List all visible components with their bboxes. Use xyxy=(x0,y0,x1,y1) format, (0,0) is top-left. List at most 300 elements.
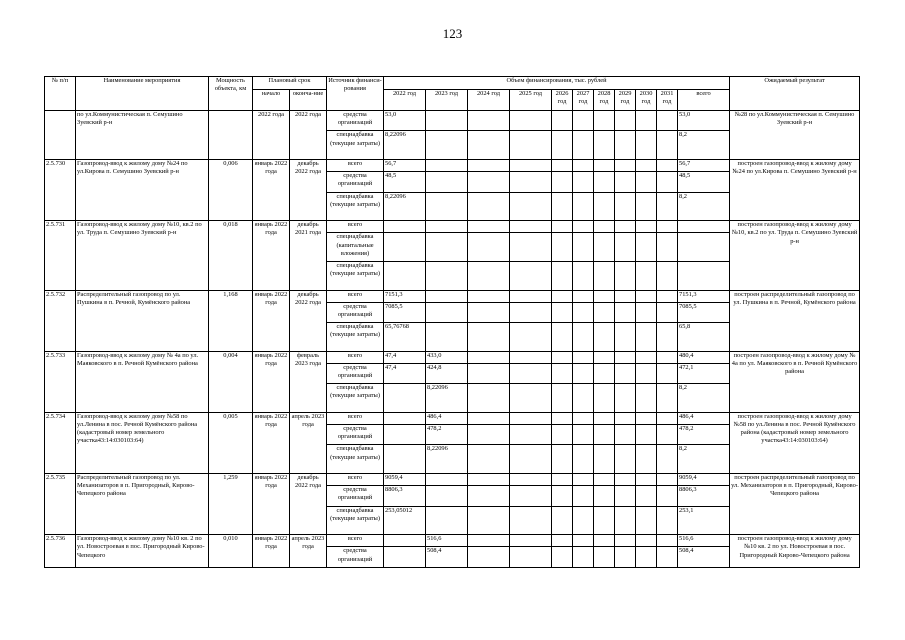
amount-2023: 424,8 xyxy=(426,363,468,383)
amount-empty xyxy=(594,384,615,413)
table-row xyxy=(45,221,860,233)
amount-empty xyxy=(573,233,594,262)
amount-empty xyxy=(573,412,594,424)
amount-empty xyxy=(594,506,615,535)
item-name: Распределительный газопровод по ул. Механизаторов в п. Пригородный, Кирово-Чепецкого района xyxy=(76,474,209,535)
amount-empty xyxy=(594,425,615,445)
amount-total: 48,5 xyxy=(678,172,730,192)
amount-total: 508,4 xyxy=(678,547,730,567)
amount-empty xyxy=(552,290,573,302)
amount-empty xyxy=(636,506,657,535)
amount-empty xyxy=(594,474,615,486)
amount-empty xyxy=(468,506,510,535)
amount-empty xyxy=(657,221,678,233)
amount-empty xyxy=(510,425,552,445)
expected-result: №28 по ул.Коммунистическая п. Семушино Зуевский р-н xyxy=(730,111,860,160)
amount-empty xyxy=(657,412,678,424)
expected-result: построен газопровод-ввод к жилому дому № 4а по ул. Маяковского в п. Речной Кумёнского района xyxy=(730,351,860,412)
funding-source: всего xyxy=(327,412,384,424)
amount-empty xyxy=(636,159,657,171)
item-name: Газопровод-ввод к жилому дому №24 по ул.Кирова п. Семушино Зуевский р-н xyxy=(76,159,209,220)
amount-2023 xyxy=(426,111,468,131)
amount-empty xyxy=(657,323,678,352)
amount-empty xyxy=(552,384,573,413)
item-start: январь 2022 года xyxy=(253,159,290,220)
amount-total: 7151,3 xyxy=(678,290,730,302)
amount-2023: 433,0 xyxy=(426,351,468,363)
amount-total: 480,4 xyxy=(678,351,730,363)
financing-table xyxy=(44,76,860,568)
amount-empty xyxy=(636,425,657,445)
funding-source: спецнадбавка (капитальные вложения) xyxy=(327,233,384,262)
amount-empty xyxy=(468,363,510,383)
funding-source: всего xyxy=(327,221,384,233)
amount-empty xyxy=(636,233,657,262)
amount-empty xyxy=(594,323,615,352)
amount-empty xyxy=(615,535,636,547)
header-year: 2023 год xyxy=(426,90,468,111)
amount-empty xyxy=(573,159,594,171)
amount-empty xyxy=(594,547,615,567)
item-number: 2.5.730 xyxy=(45,159,76,220)
amount-empty xyxy=(615,302,636,322)
amount-total: 8,2 xyxy=(678,192,730,221)
item-start: январь 2022 года xyxy=(253,474,290,535)
item-start: 2022 года xyxy=(253,111,290,160)
amount-empty xyxy=(573,351,594,363)
funding-source: спецнадбавка (текущие затраты) xyxy=(327,192,384,221)
amount-empty xyxy=(510,192,552,221)
amount-empty xyxy=(636,323,657,352)
amount-empty xyxy=(552,159,573,171)
header-year: 2029 год xyxy=(615,90,636,111)
amount-empty xyxy=(615,384,636,413)
amount-empty xyxy=(468,192,510,221)
amount-2023: 8,22096 xyxy=(426,445,468,474)
amount-empty xyxy=(615,323,636,352)
header-year: 2024 год xyxy=(468,90,510,111)
table-row xyxy=(45,159,860,171)
amount-empty xyxy=(468,412,510,424)
amount-empty xyxy=(573,535,594,547)
amount-empty xyxy=(573,192,594,221)
funding-source: всего xyxy=(327,351,384,363)
amount-empty xyxy=(468,159,510,171)
amount-empty xyxy=(468,547,510,567)
item-start: январь 2022 года xyxy=(253,221,290,290)
amount-2023 xyxy=(426,506,468,535)
header-no: № п/п xyxy=(45,77,76,111)
page-number: 123 xyxy=(442,26,463,41)
item-capacity: 0,005 xyxy=(209,412,253,473)
table-body xyxy=(45,111,860,568)
amount-empty xyxy=(657,384,678,413)
funding-source: спецнадбавка (текущие затраты) xyxy=(327,506,384,535)
amount-empty xyxy=(657,131,678,160)
table-header xyxy=(45,77,860,111)
expected-result: построен газопровод-ввод к жилому дому №24 по ул.Кирова п. Семушино Зуевский р-н xyxy=(730,159,860,220)
amount-empty xyxy=(594,486,615,506)
amount-2023: 486,4 xyxy=(426,412,468,424)
amount-empty xyxy=(594,351,615,363)
header-capacity: Мощность объекта, км xyxy=(209,77,253,111)
amount-empty xyxy=(552,172,573,192)
amount-total: 472,1 xyxy=(678,363,730,383)
item-end: апрель 2023 года xyxy=(290,535,327,568)
amount-empty xyxy=(636,474,657,486)
expected-result: построен газопровод-ввод к жилому дому №58 по ул.Ленина в пос. Речной Кумёнского района (кадастровый номер земельного участка43:14:030103:64) xyxy=(730,412,860,473)
amount-2022: 48,5 xyxy=(384,172,426,192)
amount-empty xyxy=(636,547,657,567)
item-number: 2.5.734 xyxy=(45,412,76,473)
funding-source: средства организаций xyxy=(327,363,384,383)
amount-2022: 8,22096 xyxy=(384,131,426,160)
amount-empty xyxy=(657,302,678,322)
amount-empty xyxy=(594,302,615,322)
amount-empty xyxy=(657,474,678,486)
item-capacity: 0,006 xyxy=(209,159,253,220)
funding-source: спецнадбавка (текущие затраты) xyxy=(327,131,384,160)
item-capacity: 1,259 xyxy=(209,474,253,535)
amount-empty xyxy=(657,172,678,192)
amount-empty xyxy=(552,111,573,131)
funding-source: средства организаций xyxy=(327,486,384,506)
amount-empty xyxy=(552,192,573,221)
amount-2022: 8806,3 xyxy=(384,486,426,506)
amount-empty xyxy=(636,302,657,322)
table-row xyxy=(45,412,860,424)
amount-empty xyxy=(594,221,615,233)
amount-empty xyxy=(510,351,552,363)
amount-total: 8,2 xyxy=(678,384,730,413)
funding-source: спецнадбавка (текущие затраты) xyxy=(327,384,384,413)
header-year: 2026 год xyxy=(552,90,573,111)
item-start: январь 2022 года xyxy=(253,412,290,473)
item-capacity: 1,168 xyxy=(209,290,253,351)
header-source: Источник финанси-рования xyxy=(327,77,384,111)
item-start: январь 2022 года xyxy=(253,535,290,568)
item-end: декабрь 2022 года xyxy=(290,474,327,535)
funding-source: всего xyxy=(327,474,384,486)
amount-2022 xyxy=(384,221,426,233)
amount-empty xyxy=(615,474,636,486)
header-term: Плановый срок xyxy=(253,77,327,90)
amount-empty xyxy=(510,445,552,474)
header-year: 2027 год xyxy=(573,90,594,111)
header-year: 2031 год xyxy=(657,90,678,111)
amount-empty xyxy=(552,131,573,160)
amount-empty xyxy=(594,445,615,474)
amount-empty xyxy=(636,535,657,547)
amount-empty xyxy=(636,290,657,302)
amount-empty xyxy=(657,445,678,474)
amount-2022 xyxy=(384,425,426,445)
amount-empty xyxy=(594,261,615,290)
amount-2023 xyxy=(426,261,468,290)
amount-empty xyxy=(594,363,615,383)
amount-empty xyxy=(552,323,573,352)
header-year: 2022 год xyxy=(384,90,426,111)
amount-empty xyxy=(468,290,510,302)
item-end: декабрь 2021 года xyxy=(290,221,327,290)
amount-empty xyxy=(510,547,552,567)
amount-empty xyxy=(468,384,510,413)
amount-2022 xyxy=(384,261,426,290)
expected-result: построен газопровод-ввод к жилому дому №10 кв. 2 по ул. Новостроевая в пос. Пригородный Кирово-Чепецкого района xyxy=(730,535,860,568)
amount-2022 xyxy=(384,384,426,413)
amount-empty xyxy=(468,445,510,474)
amount-empty xyxy=(594,290,615,302)
amount-2023: 478,2 xyxy=(426,425,468,445)
amount-empty xyxy=(615,412,636,424)
item-capacity xyxy=(209,111,253,160)
amount-empty xyxy=(468,111,510,131)
amount-2022: 9059,4 xyxy=(384,474,426,486)
amount-empty xyxy=(615,131,636,160)
header-year: 2028 год xyxy=(594,90,615,111)
amount-2023 xyxy=(426,131,468,160)
amount-empty xyxy=(657,261,678,290)
amount-empty xyxy=(510,131,552,160)
amount-empty xyxy=(573,323,594,352)
funding-source: спецнадбавка (текущие затраты) xyxy=(327,323,384,352)
amount-empty xyxy=(552,506,573,535)
amount-total: 9059,4 xyxy=(678,474,730,486)
amount-empty xyxy=(573,111,594,131)
item-number: 2.5.735 xyxy=(45,474,76,535)
item-end: декабрь 2022 года xyxy=(290,290,327,351)
amount-2023: 516,6 xyxy=(426,535,468,547)
amount-2023 xyxy=(426,172,468,192)
amount-empty xyxy=(615,290,636,302)
amount-2022: 65,76768 xyxy=(384,323,426,352)
item-end: декабрь 2022 года xyxy=(290,159,327,220)
item-name: Газопровод-ввод к жилому дому №58 по ул.Ленина в пос. Речной Кумёнского района (кадастровый номер земельного участка43:14:030103:64) xyxy=(76,412,209,473)
funding-source: средства организаций xyxy=(327,111,384,131)
amount-total: 8,2 xyxy=(678,445,730,474)
amount-total: 486,4 xyxy=(678,412,730,424)
amount-empty xyxy=(552,351,573,363)
amount-empty xyxy=(657,547,678,567)
amount-2022: 56,7 xyxy=(384,159,426,171)
amount-empty xyxy=(615,159,636,171)
amount-empty xyxy=(510,363,552,383)
funding-source: средства организаций xyxy=(327,302,384,322)
amount-empty xyxy=(615,221,636,233)
item-number: 2.5.736 xyxy=(45,535,76,568)
amount-empty xyxy=(573,506,594,535)
amount-empty xyxy=(615,506,636,535)
amount-empty xyxy=(573,221,594,233)
amount-empty xyxy=(552,425,573,445)
item-number: 2.5.731 xyxy=(45,221,76,290)
amount-empty xyxy=(615,261,636,290)
item-name: Газопровод-ввод к жилому дому №10 кв. 2 по ул. Новостроевая в пос. Пригородный Кирово-Чепецкого xyxy=(76,535,209,568)
amount-total: 516,6 xyxy=(678,535,730,547)
item-capacity: 0,004 xyxy=(209,351,253,412)
amount-2023 xyxy=(426,474,468,486)
amount-2023: 8,22096 xyxy=(426,384,468,413)
amount-empty xyxy=(573,302,594,322)
amount-empty xyxy=(510,290,552,302)
amount-2023 xyxy=(426,290,468,302)
item-number: 2.5.732 xyxy=(45,290,76,351)
amount-empty xyxy=(573,547,594,567)
amount-empty xyxy=(636,111,657,131)
amount-2023 xyxy=(426,159,468,171)
amount-2022 xyxy=(384,412,426,424)
table-row xyxy=(45,474,860,486)
amount-empty xyxy=(468,425,510,445)
amount-2022: 253,05012 xyxy=(384,506,426,535)
amount-empty xyxy=(468,261,510,290)
amount-empty xyxy=(636,384,657,413)
amount-empty xyxy=(594,233,615,262)
amount-empty xyxy=(468,221,510,233)
amount-empty xyxy=(468,233,510,262)
amount-total xyxy=(678,233,730,262)
amount-total: 478,2 xyxy=(678,425,730,445)
amount-total: 253,1 xyxy=(678,506,730,535)
amount-empty xyxy=(657,233,678,262)
amount-empty xyxy=(615,192,636,221)
amount-total xyxy=(678,261,730,290)
amount-empty xyxy=(468,351,510,363)
amount-empty xyxy=(510,159,552,171)
item-number: 2.5.733 xyxy=(45,351,76,412)
table-row xyxy=(45,535,860,547)
amount-empty xyxy=(657,506,678,535)
item-name: Распределительный газопровод по ул. Пушкина в п. Речной, Кумёнского района xyxy=(76,290,209,351)
header-term-end: оконча-ние xyxy=(290,90,327,111)
amount-2022: 8,22096 xyxy=(384,192,426,221)
amount-empty xyxy=(573,261,594,290)
amount-empty xyxy=(594,412,615,424)
item-start: январь 2022 года xyxy=(253,351,290,412)
amount-empty xyxy=(615,363,636,383)
amount-empty xyxy=(657,290,678,302)
amount-empty xyxy=(615,445,636,474)
item-number xyxy=(45,111,76,160)
item-name: по ул.Коммунистическая п. Семушино Зуевский р-н xyxy=(76,111,209,160)
amount-empty xyxy=(615,425,636,445)
amount-total xyxy=(678,221,730,233)
funding-source: средства организаций xyxy=(327,172,384,192)
amount-empty xyxy=(657,111,678,131)
amount-total: 7085,5 xyxy=(678,302,730,322)
amount-empty xyxy=(636,363,657,383)
amount-empty xyxy=(636,486,657,506)
amount-empty xyxy=(552,221,573,233)
amount-2023 xyxy=(426,192,468,221)
item-end: апрель 2023 года xyxy=(290,412,327,473)
amount-2022: 53,0 xyxy=(384,111,426,131)
amount-empty xyxy=(468,323,510,352)
amount-empty xyxy=(510,323,552,352)
amount-total: 65,8 xyxy=(678,323,730,352)
table-row xyxy=(45,351,860,363)
amount-empty xyxy=(510,111,552,131)
amount-empty xyxy=(552,547,573,567)
funding-source: спецнадбавка (текущие затраты) xyxy=(327,261,384,290)
amount-total: 56,7 xyxy=(678,159,730,171)
amount-empty xyxy=(468,172,510,192)
amount-empty xyxy=(594,192,615,221)
amount-empty xyxy=(594,131,615,160)
amount-2022 xyxy=(384,445,426,474)
amount-empty xyxy=(636,192,657,221)
amount-empty xyxy=(657,535,678,547)
amount-2022: 7151,3 xyxy=(384,290,426,302)
amount-empty xyxy=(657,425,678,445)
amount-empty xyxy=(594,172,615,192)
amount-empty xyxy=(510,506,552,535)
amount-empty xyxy=(510,172,552,192)
amount-empty xyxy=(552,474,573,486)
header-total: всего xyxy=(678,90,730,111)
amount-2023 xyxy=(426,486,468,506)
amount-empty xyxy=(552,233,573,262)
item-name: Газопровод-ввод к жилому дому № 4а по ул. Маяковского в п. Речной Кумёнского района xyxy=(76,351,209,412)
amount-empty xyxy=(552,412,573,424)
amount-empty xyxy=(468,131,510,160)
amount-total: 8806,3 xyxy=(678,486,730,506)
amount-empty xyxy=(510,474,552,486)
amount-2022: 7085,5 xyxy=(384,302,426,322)
amount-total: 53,0 xyxy=(678,111,730,131)
item-end: 2022 года xyxy=(290,111,327,160)
amount-empty xyxy=(615,172,636,192)
amount-2023 xyxy=(426,323,468,352)
amount-empty xyxy=(615,547,636,567)
amount-empty xyxy=(510,412,552,424)
amount-empty xyxy=(636,261,657,290)
amount-empty xyxy=(657,351,678,363)
amount-empty xyxy=(573,445,594,474)
amount-empty xyxy=(552,363,573,383)
amount-2022: 47,4 xyxy=(384,351,426,363)
amount-empty xyxy=(657,192,678,221)
amount-empty xyxy=(594,159,615,171)
header-result: Ожидаемый результат xyxy=(730,77,860,111)
header-term-start: начало xyxy=(253,90,290,111)
amount-empty xyxy=(615,233,636,262)
amount-2022 xyxy=(384,547,426,567)
amount-2023 xyxy=(426,302,468,322)
amount-empty xyxy=(657,159,678,171)
amount-empty xyxy=(573,131,594,160)
amount-empty xyxy=(573,474,594,486)
funding-source: всего xyxy=(327,535,384,547)
amount-2023: 508,4 xyxy=(426,547,468,567)
item-capacity: 0,018 xyxy=(209,221,253,290)
item-capacity: 0,010 xyxy=(209,535,253,568)
amount-total: 8,2 xyxy=(678,131,730,160)
amount-empty xyxy=(510,384,552,413)
amount-empty xyxy=(552,445,573,474)
amount-empty xyxy=(636,221,657,233)
amount-empty xyxy=(510,486,552,506)
item-name: Газопровод-ввод к жилому дому №10, кв.2 по ул. Труда п. Семушино Зуевский р-н xyxy=(76,221,209,290)
amount-empty xyxy=(552,302,573,322)
amount-empty xyxy=(636,445,657,474)
funding-source: средства организаций xyxy=(327,547,384,567)
amount-empty xyxy=(468,474,510,486)
amount-empty xyxy=(615,111,636,131)
expected-result: построен газопровод-ввод к жилому дому №10, кв.2 по ул. Труда п. Семушино Зуевский р-н xyxy=(730,221,860,290)
amount-empty xyxy=(510,261,552,290)
table-row xyxy=(45,111,860,131)
